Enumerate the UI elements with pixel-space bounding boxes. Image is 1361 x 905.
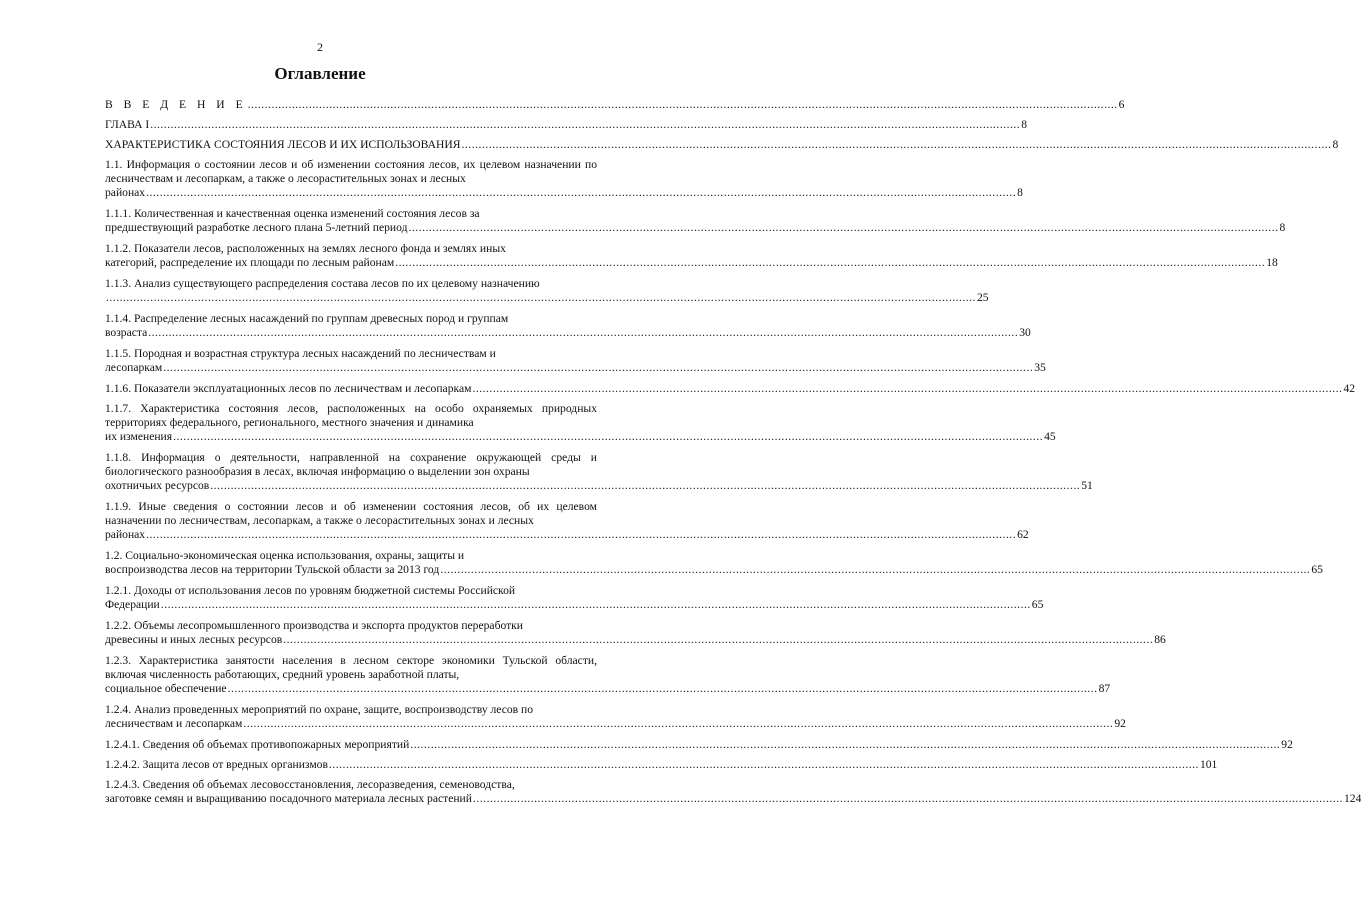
toc-entry[interactable] <box>105 98 1125 112</box>
toc-entry[interactable] <box>105 778 1361 806</box>
toc-entry-heading: 1.2.4.3. Сведения об объемах лесовосстановления, лесоразведения, семеноводства, <box>105 778 515 791</box>
toc-entry-text: их изменения <box>105 430 173 443</box>
toc-page-number: 92 <box>1114 717 1126 730</box>
toc-entry[interactable] <box>105 158 1023 200</box>
dot-leader <box>440 563 1310 577</box>
toc-entry-text: социальное обеспечение <box>105 682 227 695</box>
toc-entry-text: ХАРАКТЕРИСТИКА СОСТОЯНИЯ ЛЕСОВ И ИХ ИСПОЛЬЗОВАНИЯ <box>105 138 461 151</box>
toc-entry-text: древесины и иных лесных ресурсов <box>105 633 283 646</box>
toc-entry[interactable] <box>105 382 1356 396</box>
toc-page-number: 8 <box>1332 138 1339 151</box>
toc-entry-heading: 1.1.8. Информация о деятельности, направленной на сохранение окружающей среды и биологического разнообразия в лесах, включая информацию о выделении зон охраны <box>105 451 597 478</box>
toc-page-number: 6 <box>1118 98 1125 111</box>
toc-entry[interactable] <box>105 118 1027 132</box>
toc-page-number: 92 <box>1281 738 1293 751</box>
dot-leader <box>146 186 1016 200</box>
toc-entry-heading: 1.2.1. Доходы от использования лесов по уровням бюджетной системы Российской <box>105 584 516 597</box>
toc-entry-text: возраста <box>105 326 148 339</box>
toc-entry-text: 1.2.4.1. Сведения об объемах противопожарных мероприятий <box>105 738 410 751</box>
toc-entry-heading: 1.1.2. Показатели лесов, расположенных на землях лесного фонда и землях иных <box>105 242 506 255</box>
toc-entry[interactable] <box>105 312 1031 340</box>
toc-entry-text: В В Е Д Е Н И Е <box>105 98 247 111</box>
toc-page-number: 30 <box>1019 326 1031 339</box>
toc-page-number: 87 <box>1098 682 1111 695</box>
toc-page-number: 25 <box>977 291 989 304</box>
toc-entry[interactable] <box>105 138 1339 152</box>
dot-leader <box>173 430 1043 444</box>
dot-leader <box>395 256 1265 270</box>
dot-leader <box>163 361 1033 375</box>
dot-leader <box>472 382 1342 396</box>
toc-page-number: 65 <box>1311 563 1323 576</box>
toc-entry-heading: 1.1.7. Характеристика состояния лесов, расположенных на особо охраняемых природных территориях федерального, регионального, местного значения и динамика <box>105 402 597 429</box>
toc-page-number: 86 <box>1154 633 1166 646</box>
dot-leader <box>106 291 976 305</box>
dot-leader <box>146 528 1016 542</box>
toc-entry-text: 1.1.6. Показатели эксплуатационных лесов по лесничествам и лесопаркам <box>105 382 472 395</box>
table-of-contents <box>105 98 1361 813</box>
dot-leader <box>462 138 1332 152</box>
toc-entry[interactable] <box>105 451 1093 493</box>
toc-page-number: 62 <box>1017 528 1029 541</box>
toc-entry[interactable] <box>105 207 1286 235</box>
dot-leader <box>329 758 1199 772</box>
toc-entry[interactable] <box>105 242 1278 270</box>
dot-leader <box>161 598 1031 612</box>
toc-entry-text: районах <box>105 528 146 541</box>
toc-entry-heading: 1.2.3. Характеристика занятости населения в лесном секторе экономики Тульской области, включая численность работающих, средний уровень заработной платы, <box>105 654 597 681</box>
toc-entry-text: 1.2.4.2. Защита лесов от вредных организмов <box>105 758 328 771</box>
dot-leader <box>150 118 1020 132</box>
toc-entry-heading: 1.1.9. Иные сведения о состоянии лесов и об изменении состояния лесов, об их целевом назначении по лесничествам, лесопаркам, а также о лесорастительных зонах и лесных <box>105 500 597 527</box>
dot-leader <box>283 633 1153 647</box>
toc-entry[interactable] <box>105 758 1218 772</box>
toc-entry-text: заготовке семян и выращиванию посадочного материала лесных растений <box>105 792 472 805</box>
toc-page-number: 101 <box>1199 758 1218 771</box>
toc-page-number: 45 <box>1044 430 1056 443</box>
toc-entry-text: воспроизводства лесов на территории Тульской области за 2013 год <box>105 563 440 576</box>
page-title: Оглавление <box>274 64 366 83</box>
toc-entry-text: лесопаркам <box>105 361 163 374</box>
dot-leader <box>248 98 1118 112</box>
dot-leader <box>210 479 1080 493</box>
toc-entry[interactable] <box>105 584 1044 612</box>
toc-page-number: 8 <box>1021 118 1027 131</box>
toc-entry-heading: 1.1. Информация о состоянии лесов и об изменении состояния лесов, их целевом назначении по лесничествам и лесопаркам, а также о лесорастительных зонах и лесных <box>105 158 597 185</box>
page-number: 2 <box>317 40 323 54</box>
dot-leader <box>410 738 1280 752</box>
toc-entry-heading: 1.2.2. Объемы лесопромышленного производства и экспорта продуктов переработки <box>105 619 524 632</box>
toc-page-number: 124 <box>1343 792 1361 805</box>
toc-page-number: 8 <box>1017 186 1023 199</box>
toc-page-number: 65 <box>1031 598 1044 611</box>
toc-entry-text: Федерации <box>105 598 160 611</box>
toc-entry[interactable] <box>105 500 1029 542</box>
dot-leader <box>148 326 1018 340</box>
toc-entry[interactable] <box>105 738 1293 752</box>
toc-page-number: 51 <box>1081 479 1093 492</box>
toc-entry-text: районах <box>105 186 146 199</box>
toc-entry-heading: 1.1.1. Количественная и качественная оценка изменений состояния лесов за <box>105 207 480 220</box>
toc-page-number: 18 <box>1266 256 1278 269</box>
toc-entry[interactable] <box>105 402 1056 444</box>
toc-entry-heading: 1.1.4. Распределение лесных насаждений по группам древесных пород и группам <box>105 312 509 325</box>
toc-entry-heading: 1.2. Социально-экономическая оценка использования, охраны, защиты и <box>105 549 465 562</box>
toc-entry[interactable] <box>105 654 1111 696</box>
toc-entry-heading: 1.1.5. Породная и возрастная структура лесных насаждений по лесничествам и <box>105 347 496 360</box>
dot-leader <box>473 792 1343 806</box>
toc-entry-text: лесничествам и лесопаркам <box>105 717 243 730</box>
toc-entry[interactable] <box>105 347 1046 375</box>
toc-entry-heading: 1.1.3. Анализ существующего распределения состава лесов по их целевому назначению <box>105 277 540 290</box>
toc-entry-text: ГЛАВА I <box>105 118 150 131</box>
dot-leader <box>228 682 1098 696</box>
toc-entry[interactable] <box>105 277 989 305</box>
toc-entry-heading: 1.2.4. Анализ проведенных мероприятий по охране, защите, воспроизводству лесов по <box>105 703 534 716</box>
dot-leader <box>409 221 1279 235</box>
toc-entry[interactable] <box>105 549 1323 577</box>
toc-page-number: 35 <box>1034 361 1046 374</box>
toc-entry-text: категорий, распределение их площади по лесным районам <box>105 256 395 269</box>
toc-page-number: 8 <box>1279 221 1286 234</box>
toc-entry-text: предшествующий разработке лесного плана 5-летний период <box>105 221 408 234</box>
toc-page-number: 42 <box>1343 382 1356 395</box>
dot-leader <box>243 717 1113 731</box>
toc-entry[interactable] <box>105 703 1126 731</box>
toc-entry[interactable] <box>105 619 1166 647</box>
toc-entry-text: охотничьих ресурсов <box>105 479 210 492</box>
